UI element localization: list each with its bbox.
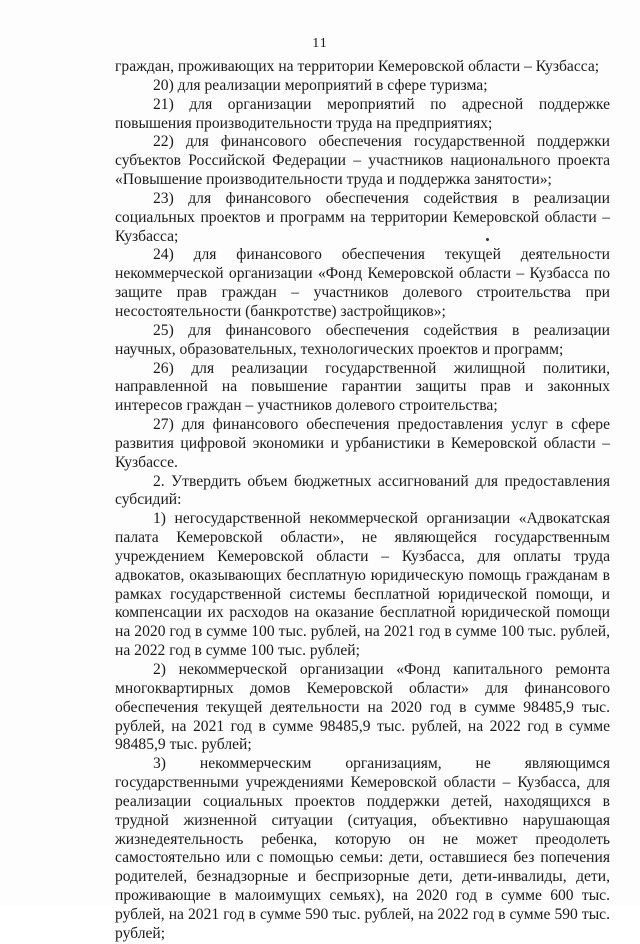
paragraph: 2) некоммерческой организации «Фонд капитального ремонта многоквартирных домов Кемеровской области» для финансового обеспечения текущей деятельности на 2020 год в сумме 98485,9 тыс. рублей, на 2021 год в сумме 98485,9 тыс. рублей, на 2022 год в сумме 98485,9 тыс. рублей; — [115, 661, 610, 754]
paragraph: 3) некоммерческим организациям, не являющимся государственными учреждениями Кемеровской области – Кузбасса, для реализации социальных проектов поддержки детей, находящихся в трудной жизненной ситуации (ситуация, объективно нарушающая жизнедеятельность ребенка, которую он не может преодолеть самостоятельно или с помощью семьи: дети, оставшиеся без попечения родителей, безнадзорные и беспризорные дети, дети-инвалиды, дети, проживающие в малоимущих семьях), на 2020 год в сумме 600 тыс. рублей, на 2021 год в сумме 590 тыс. рублей, на 2022 год в сумме 590 тыс. рублей; — [115, 755, 610, 942]
paragraph: 2. Утвердить объем бюджетных ассигнований для предоставления субсидий: — [115, 472, 610, 509]
paragraph: 27) для финансового обеспечения предоставления услуг в сфере развития цифровой экономики и урбанистики в Кемеровской области – Кузбассе. — [115, 416, 610, 471]
paragraph: граждан, проживающих на территории Кемеровской области – Кузбасса; — [115, 58, 600, 75]
paragraph: 22) для финансового обеспечения государственной поддержки субъектов Российской Федерации – участников национального проекта «Повышение производительности труда и поддержка занятости»; — [115, 133, 610, 189]
paragraph: 25) для финансового обеспечения содействия в реализации научных, образовательных, технологических проектов и программ; — [115, 321, 610, 358]
paragraph: 20) для реализации мероприятий в сфере туризма; — [153, 76, 488, 94]
paragraph: 23) для финансового обеспечения содействия в реализации социальных проектов и программ на территории Кемеровской области – Кузбасса; — [115, 189, 610, 245]
paragraph: 21) для организации мероприятий по адресной поддержке повышения производительности труда на предприятиях; — [115, 95, 610, 132]
document-body — [115, 58, 610, 944]
paragraph: 24) для финансового обеспечения текущей деятельности некоммерческой организации «Фонд Кемеровской области – Кузбасса по защите прав граждан – участников долевого строительства при несостоятельности (банкротстве) застройщиков»; — [115, 246, 610, 320]
paragraph: 1) негосударственной некоммерческой организации «Адвокатская палата Кемеровской области», не являющейся государственным учреждением Кемеровской области – Кузбасса, для оплаты труда адвокатов, оказывающих бесплатную юридическую помощь гражданам в рамках государственной системы бесплатной юридической помощи, и компенсации их расходов на оказание бесплатной юридической помощи на 2020 год в сумме 100 тыс. рублей, на 2021 год в сумме 100 тыс. рублей, на 2022 год в сумме 100 тыс. рублей; — [115, 510, 610, 660]
paragraph: 26) для реализации государственной жилищной политики, направленной на повышение гарантии защиты прав и законных интересов граждан – участников долевого строительства; — [115, 359, 610, 415]
page-number: 11 — [312, 36, 328, 51]
